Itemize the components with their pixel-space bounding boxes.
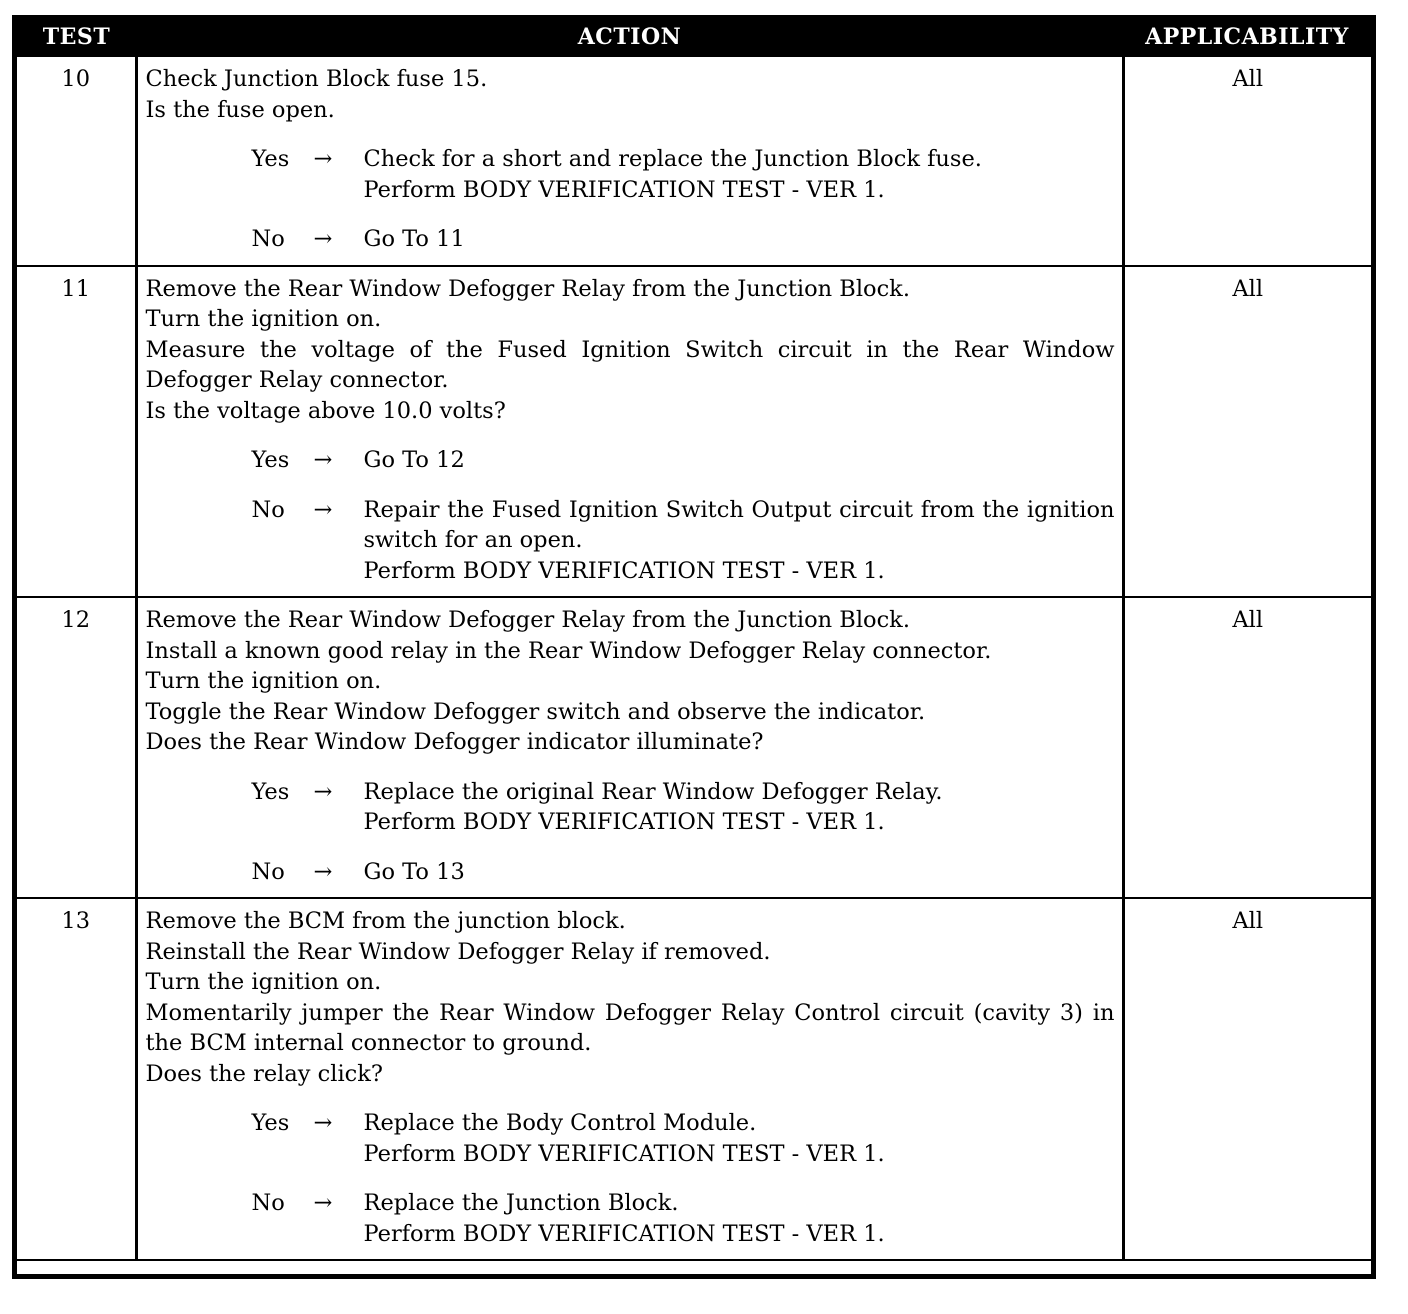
action-cell — [136, 898, 1123, 1260]
instruction-line: Does the Rear Window Defogger indicator illuminate? — [145, 729, 764, 755]
instruction-line: Toggle the Rear Window Defogger switch and observe the indicator. — [145, 698, 926, 725]
result-line: Replace the Body Control Module. — [363, 1110, 757, 1136]
yes-result — [364, 777, 1115, 838]
instruction-line: Remove the Rear Window Defogger Relay from the Junction Block. — [145, 275, 910, 302]
no-response — [146, 224, 1115, 255]
no-label: No — [251, 496, 285, 523]
yes-label: Yes — [251, 447, 290, 473]
applicability-value: All — [1123, 898, 1371, 1260]
no-label: No — [251, 226, 285, 252]
arrow-icon: → — [313, 496, 333, 523]
header-action: ACTION — [136, 17, 1123, 57]
test-number: 13 — [17, 898, 136, 1260]
result-line: Replace the Junction Block. — [363, 1190, 679, 1216]
result-line: Perform BODY VERIFICATION TEST - VER 1. — [363, 176, 885, 203]
action-cell — [136, 597, 1123, 898]
test-number: 10 — [17, 57, 136, 266]
instruction-line: Turn the ignition on. — [145, 969, 382, 995]
diagnostic-table-frame — [12, 15, 1376, 1279]
instruction-line: Remove the BCM from the junction block. — [145, 908, 626, 934]
arrow-icon: → — [313, 146, 333, 172]
yes-response — [146, 777, 1115, 838]
result-line: Go To 13 — [363, 858, 465, 885]
yes-label: Yes — [251, 1110, 290, 1136]
instruction-line: Is the voltage above 10.0 volts? — [145, 397, 506, 424]
yes-result — [364, 1108, 1115, 1169]
result-line: Perform BODY VERIFICATION TEST - VER 1. — [363, 809, 885, 835]
no-response — [146, 495, 1115, 587]
result-line: Replace the original Rear Window Defogger Relay. — [363, 778, 943, 805]
no-response — [146, 1188, 1115, 1249]
result-line: Perform BODY VERIFICATION TEST - VER 1. — [363, 1220, 885, 1247]
yes-response — [146, 144, 1115, 205]
diagnostic-table — [17, 17, 1371, 1261]
applicability-value: All — [1123, 57, 1371, 266]
yes-response — [146, 445, 1115, 476]
header-row — [17, 17, 1371, 57]
action-cell — [136, 57, 1123, 266]
no-label: No — [251, 1190, 285, 1216]
instruction-line: Reinstall the Rear Window Defogger Relay if removed. — [145, 938, 771, 965]
action-cell — [136, 266, 1123, 598]
instruction-line: Check Junction Block fuse 15. — [145, 66, 488, 92]
no-label: No — [251, 858, 285, 885]
arrow-icon: → — [313, 447, 333, 473]
applicability-value: All — [1123, 597, 1371, 898]
no-result — [364, 224, 1115, 255]
table-body — [17, 57, 1371, 1260]
yes-result — [364, 144, 1115, 205]
yes-response — [146, 1108, 1115, 1169]
instruction-line: Turn the ignition on. — [145, 668, 382, 694]
result-line: Go To 11 — [363, 226, 465, 252]
result-line: Perform BODY VERIFICATION TEST - VER 1. — [363, 1140, 885, 1167]
instruction-line: Momentarily jumper the Rear Window Defogger Relay Control circuit (cavity 3) in the BCM internal connector to ground. — [145, 999, 1115, 1056]
no-result — [364, 857, 1115, 888]
table-row — [17, 57, 1371, 266]
result-line: Repair the Fused Ignition Switch Output circuit from the ignition switch for an open. — [363, 496, 1115, 553]
yes-label: Yes — [251, 146, 290, 172]
arrow-icon: → — [313, 858, 333, 885]
test-number: 12 — [17, 597, 136, 898]
no-result — [364, 1188, 1115, 1249]
no-result — [364, 495, 1115, 587]
instruction-line: Turn the ignition on. — [145, 306, 382, 332]
instruction-line: Install a known good relay in the Rear Window Defogger Relay connector. — [145, 637, 992, 664]
instruction-line: Measure the voltage of the Fused Ignition Switch circuit in the Rear Window Defogger Relay connector. — [145, 336, 1115, 393]
instruction-line: Is the fuse open. — [145, 96, 335, 123]
arrow-icon: → — [313, 1110, 333, 1136]
test-number: 11 — [17, 266, 136, 598]
applicability-value: All — [1123, 266, 1371, 598]
header-test: TEST — [17, 17, 136, 57]
instruction-line: Remove the Rear Window Defogger Relay from the Junction Block. — [145, 607, 910, 633]
yes-result — [364, 445, 1115, 476]
result-line: Check for a short and replace the Junction Block fuse. — [363, 146, 982, 172]
yes-label: Yes — [251, 778, 290, 805]
table-row — [17, 597, 1371, 898]
result-line: Perform BODY VERIFICATION TEST - VER 1. — [363, 557, 885, 584]
arrow-icon: → — [313, 778, 333, 805]
arrow-icon: → — [313, 226, 333, 252]
arrow-icon: → — [313, 1190, 333, 1216]
result-line: Go To 12 — [363, 447, 465, 473]
instruction-line: Does the relay click? — [145, 1060, 383, 1087]
header-applicability: APPLICABILITY — [1123, 17, 1371, 57]
no-response — [146, 857, 1115, 888]
table-row — [17, 266, 1371, 598]
table-row — [17, 898, 1371, 1260]
